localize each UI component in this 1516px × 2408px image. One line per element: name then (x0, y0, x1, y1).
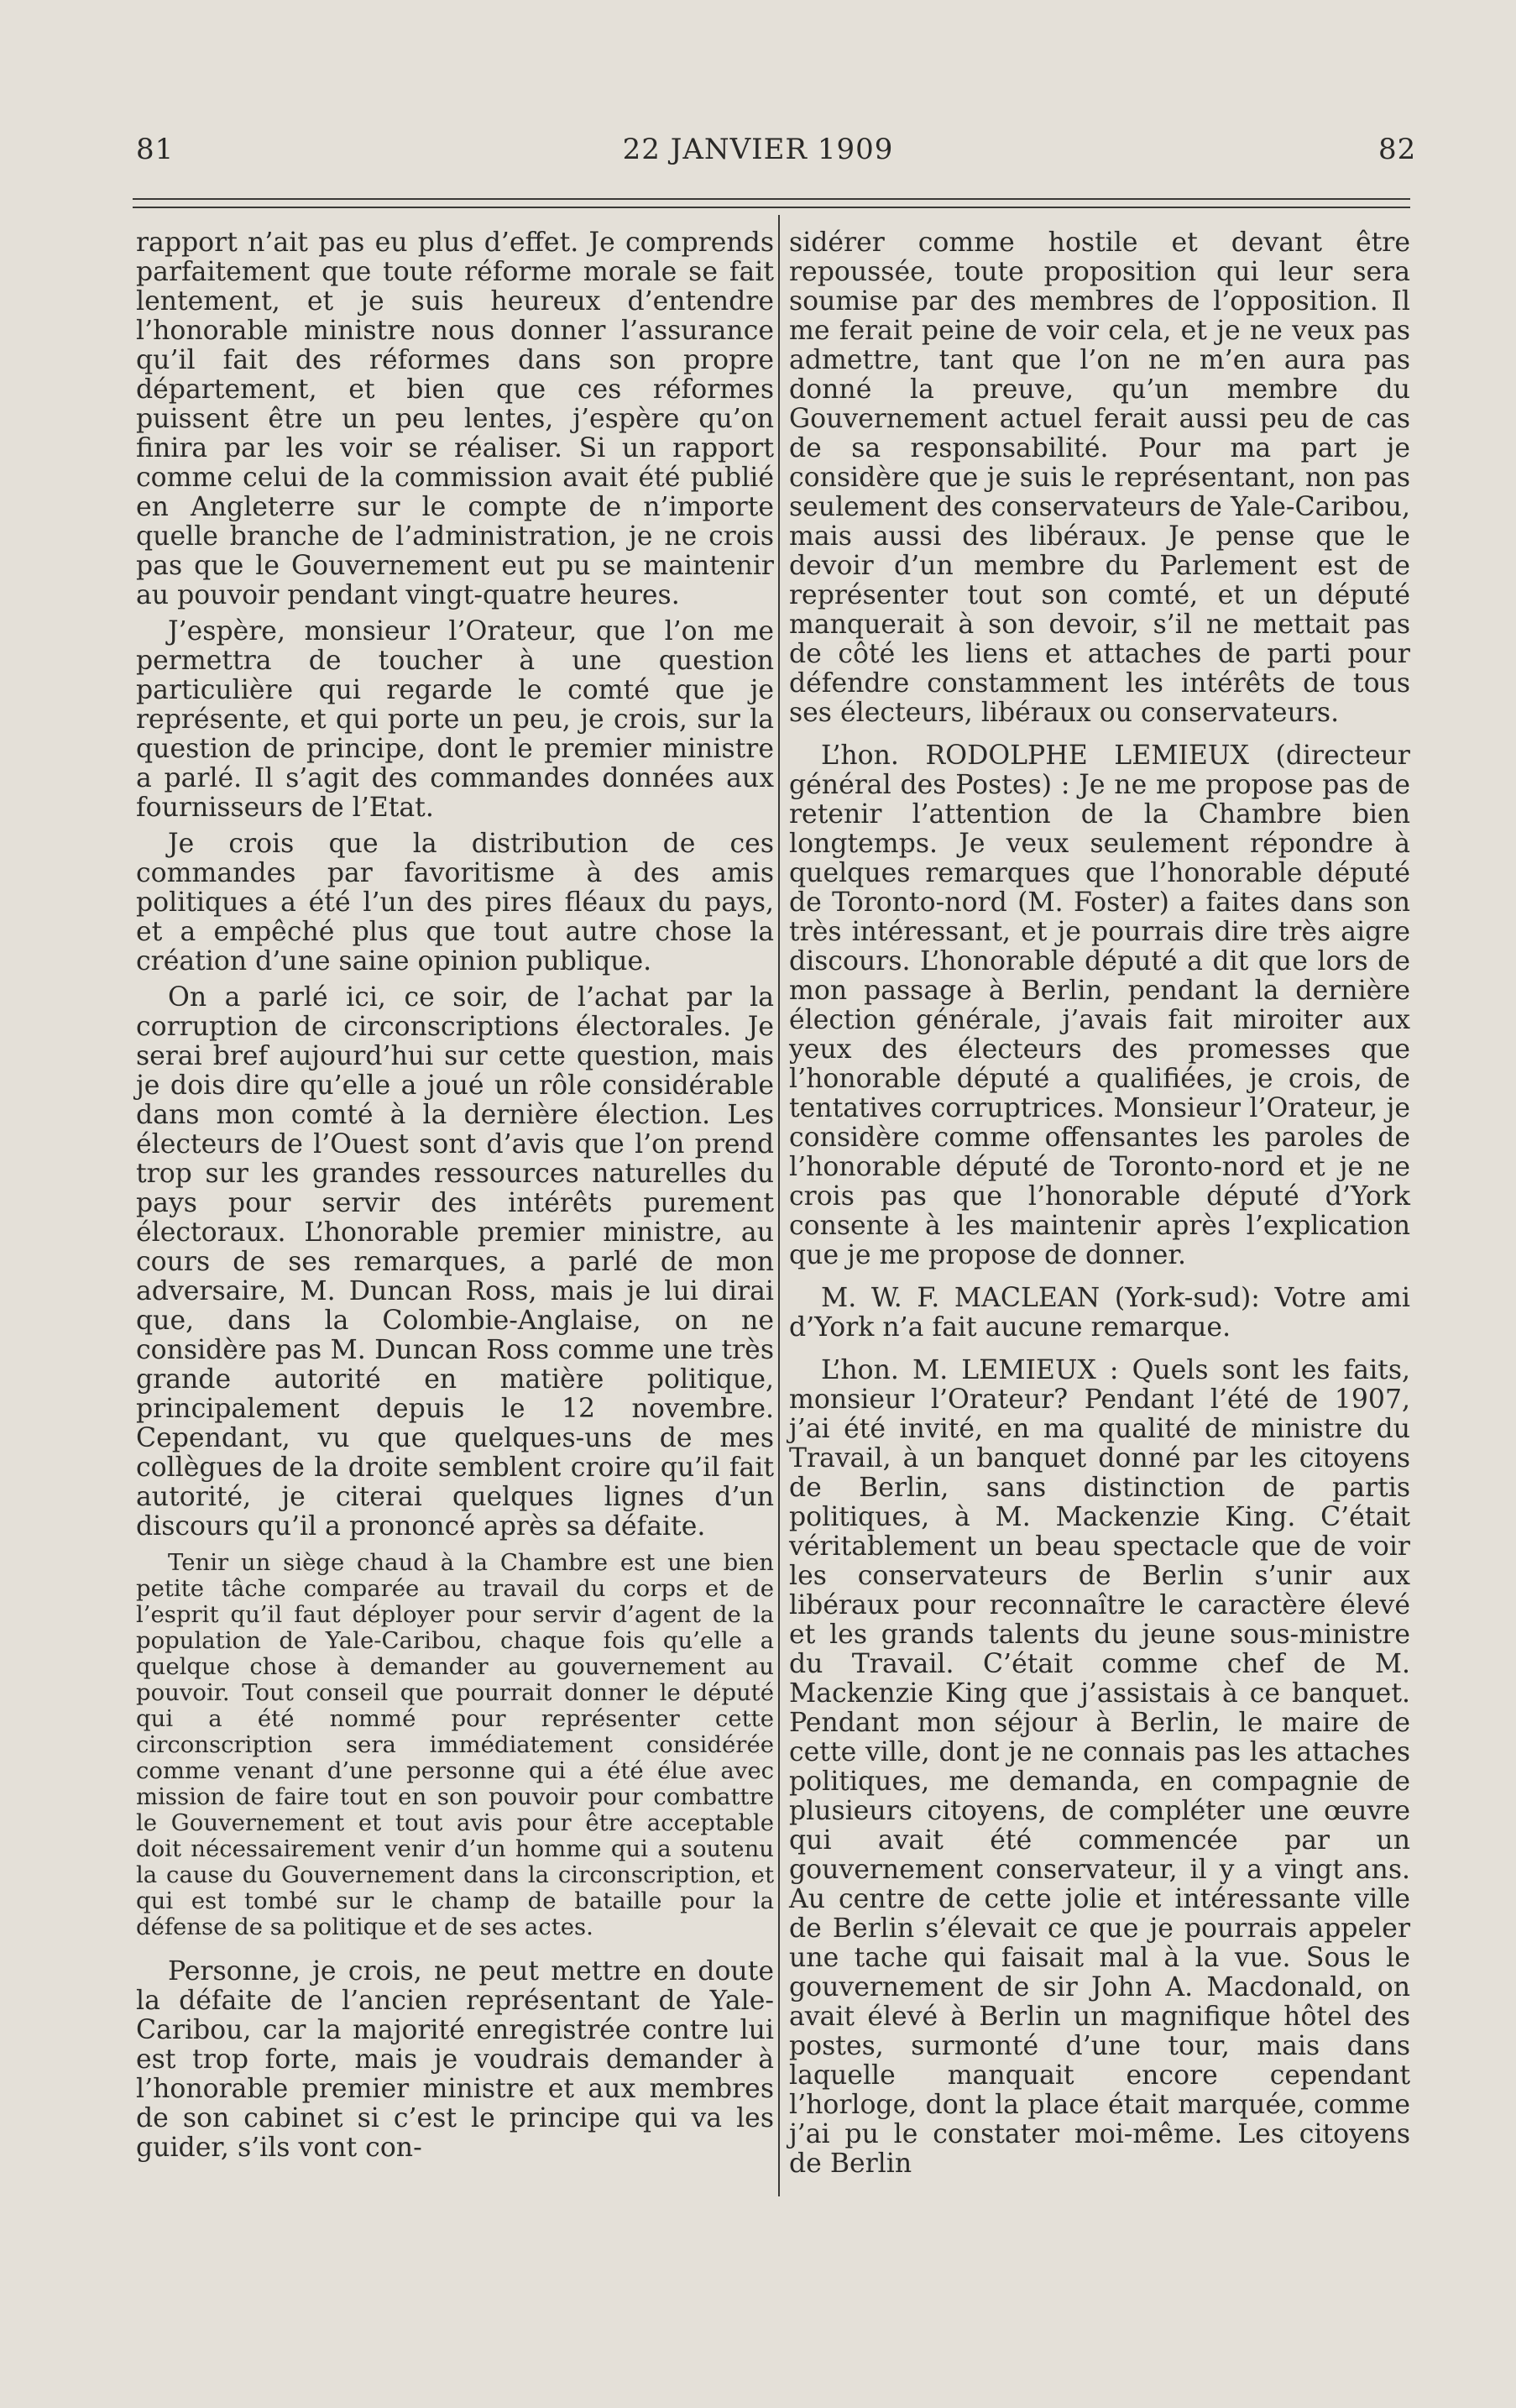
header-rule-bottom (133, 207, 1410, 208)
header-rule-top (133, 198, 1410, 200)
speech-maclean: M. W. F. MACLEAN (York-sud): Votre ami d’York n’a fait aucune remarque. (789, 1283, 1410, 1343)
left-page-number: 81 (136, 133, 175, 166)
speech-lemieux: L’hon. RODOLPHE LEMIEUX (directeur général des Postes) : Je ne me propose pas de retenir l’attention de la Chambre bien longtemps. Je veux seulement répondre à quelques remarques que l’honorable député de Toronto-nord (M. Foster) a faites dans son très intéressant, et je pourrais dire très aigre discours. L’honorable député a dit que lors de mon passage à Berlin, pendant la dernière élection générale, j’avais fait miroiter aux yeux des électeurs des promesses que l’honorable député a qualifiées, je crois, de tentatives corruptrices. Monsieur l’Orateur, je considère comme offensantes les paroles de l’honorable député de Toronto-nord et je ne crois pas que l’honorable député d’York consente à les maintenir après l’explication que je me propose de donner. (789, 741, 1410, 1270)
paragraph: On a parlé ici, ce soir, de l’achat par la corruption de circonscriptions électorales. Je serai bref aujourd’hui sur cette question, mais je dois dire qu’elle a joué un rôle considérable dans mon comté à la dernière élection. Les électeurs de l’Ouest sont d’avis que l’on prend trop sur les grandes ressources naturelles du pays pour servir des intérêts purement électoraux. L’honorable premier ministre, au cours de ses remarques, a parlé de mon adversaire, M. Duncan Ross, mais je lui dirai que, dans la Colombie-Anglaise, on ne considère pas M. Duncan Ross comme une très grande autorité en matière politique, principalement depuis le 12 novembre. Cependant, vu que quelques-uns de mes collègues de la droite semblent croire qu’il fait autorité, je citerai quelques lignes d’un discours qu’il a prononcé après sa défaite. (136, 982, 774, 1542)
right-page-number: 82 (1378, 133, 1417, 166)
block-quotation: Tenir un siège chaud à la Chambre est une bien petite tâche comparée au travail du corps et de l’esprit qu’il faut déployer pour servir d’agent de la population de Yale-Caribou, chaque fois qu’elle a quelque chose à demander au gouvernement au pouvoir. Tout conseil que pourrait donner le député qui a été nommé pour représenter cette circonscription sera immédiatement considérée comme venant d’une personne qui a été élue avec mission de faire tout en son pouvoir pour combattre le Gouvernement et tout avis pour être acceptable doit nécessairement venir d’un homme qui a soutenu la cause du Gouvernement dans la circonscription, et qui est tombé sur le champ de bataille pour la défense de sa politique et de ses actes. (136, 1549, 774, 1940)
paragraph-continued: rapport n’ait pas eu plus d’effet. Je comprends parfaitement que toute réforme morale se fait lentement, et je suis heureux d’entendre l’honorable ministre nous donner l’assurance qu’il fait des réformes dans son propre département, et bien que ces réformes puissent être un peu lentes, j’espère qu’on finira par les voir se réaliser. Si un rapport comme celui de la commission avait été publié en Angleterre sur le compte de n’importe quelle branche de l’administration, je ne crois pas que le Gouvernement eut pu se maintenir au pouvoir pendant vingt-quatre heures. (136, 228, 774, 610)
speech-lemieux-reply: L’hon. M. LEMIEUX : Quels sont les faits, monsieur l’Orateur? Pendant l’été de 1907, j’ai été invité, en ma qualité de ministre du Travail, à un banquet donné par les citoyens de Berlin, sans distinction de partis politiques, à M. Mackenzie King. C’était véritablement un beau spectacle que de voir les conservateurs de Berlin s’unir aux libéraux pour reconnaître le caractère élevé et les grands talents du jeune sous-ministre du Travail. C’était comme chef de M. Mackenzie King que j’assistais à ce banquet. Pendant mon séjour à Berlin, le maire de cette ville, dont je ne connais pas les attaches politiques, me demanda, en compagnie de plusieurs citoyens, de compléter une œuvre qui avait été commencée par un gouvernement conservateur, il y a vingt ans. Au centre de cette jolie et intéressante ville de Berlin s’élevait ce que je pourrais appeler une tache qui faisait mal à la vue. Sous le gouvernement de sir John A. Macdonald, on avait élevé à Berlin un magnifique hôtel des postes, surmonté d’une tour, mais dans laquelle manquait encore cependant l’horloge, dont la place était marquée, comme j’ai pu le constater moi-même. Les citoyens de Berlin (789, 1355, 1410, 2179)
left-column (136, 228, 774, 2170)
right-column (789, 228, 1410, 2186)
page-date-header: 22 JANVIER 1909 (622, 133, 894, 166)
column-divider (778, 215, 780, 2196)
paragraph: Personne, je crois, ne peut mettre en doute la défaite de l’ancien représentant de Yale-Caribou, car la majorité enregistrée contre lui est trop forte, mais je voudrais demander à l’honorable premier ministre et aux membres de son cabinet si c’est le principe qui va les guider, s’ils vont con- (136, 1956, 774, 2163)
paragraph: Je crois que la distribution de ces commandes par favoritisme à des amis politiques a été l’un des pires fléaux du pays, et a empêché plus que tout autre chose la création d’une saine opinion publique. (136, 829, 774, 976)
paragraph-continued: sidérer comme hostile et devant être repoussée, toute proposition qui leur sera soumise par des membres de l’opposition. Il me ferait peine de voir cela, et je ne veux pas admettre, tant que l’on ne m’en aura pas donné la preuve, qu’un membre du Gouvernement actuel ferait aussi peu de cas de sa responsabilité. Pour ma part je considère que je suis le représentant, non pas seulement des conservateurs de Yale-Caribou, mais aussi des libéraux. Je pense que le devoir d’un membre du Parlement est de représenter tout son comté, et un député manquerait à son devoir, s’il ne mettait pas de côté les liens et attaches de parti pour défendre constamment les intérêts de tous ses électeurs, libéraux ou conservateurs. (789, 228, 1410, 728)
paragraph: J’espère, monsieur l’Orateur, que l’on me permettra de toucher à une question particulière qui regarde le comté que je représente, et qui porte un peu, je crois, sur la question de principe, dont le premier ministre a parlé. Il s’agit des commandes données aux fournisseurs de l’Etat. (136, 616, 774, 823)
